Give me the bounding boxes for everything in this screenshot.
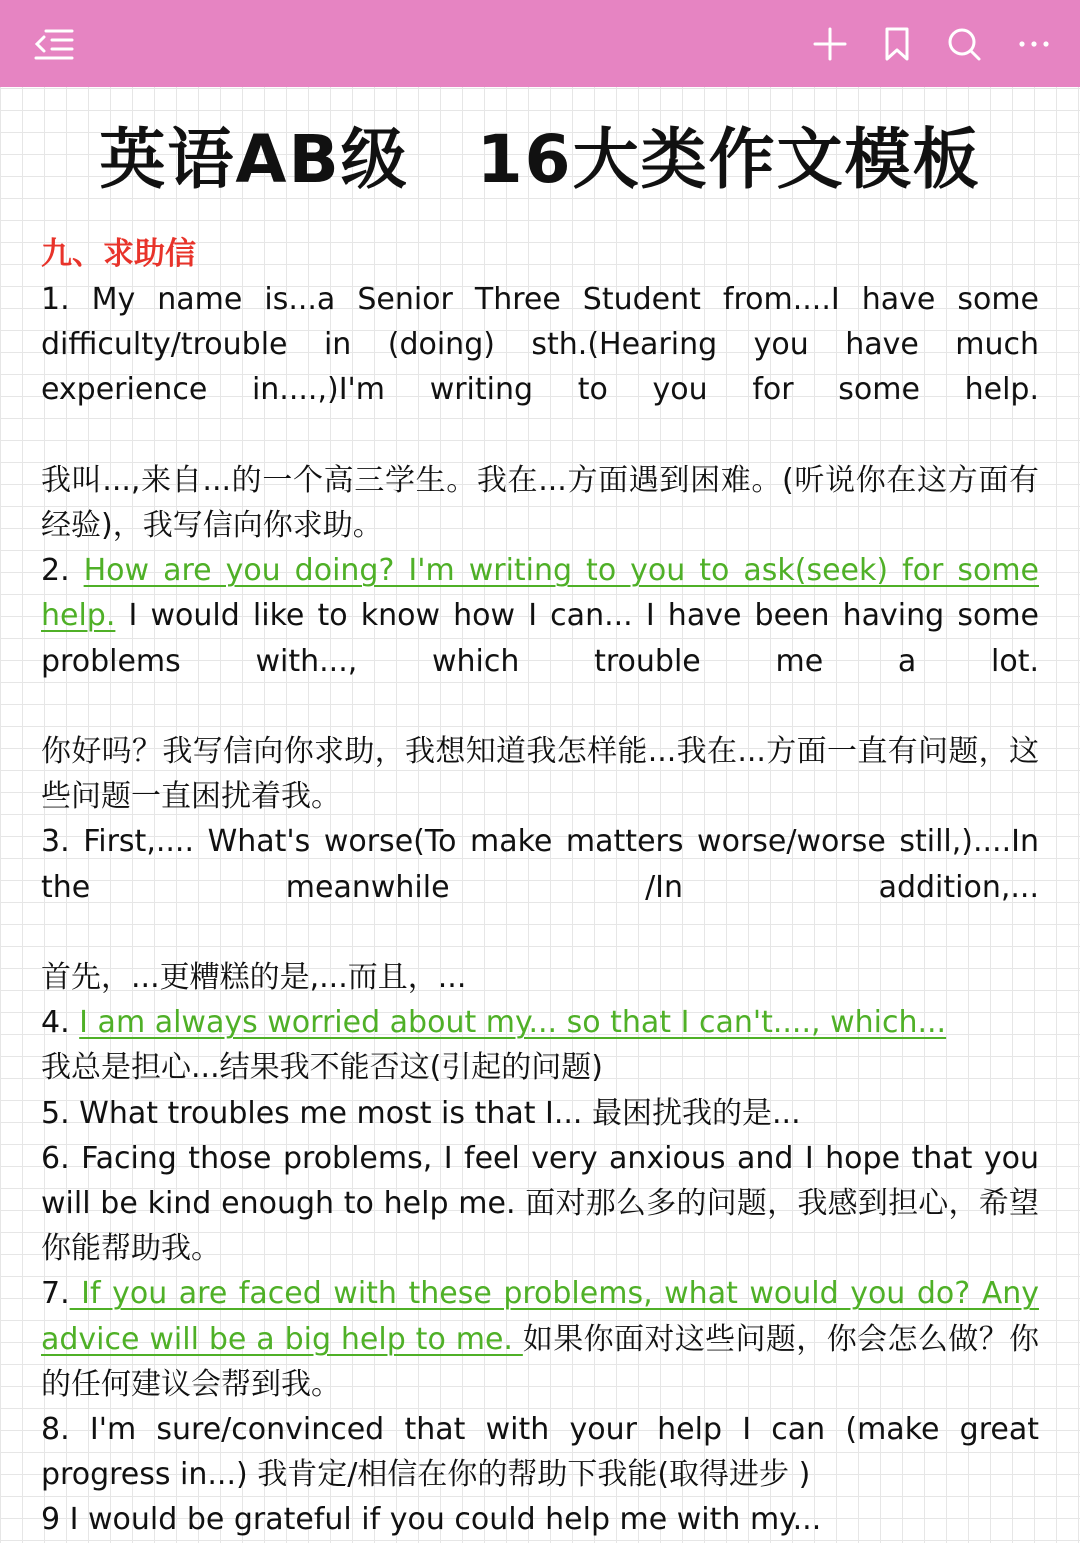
item-7-number: 7. [41,1276,70,1312]
menu-icon[interactable] [32,22,76,66]
item-9: 9 I would be grateful if you could help me with my... [41,1502,822,1538]
top-toolbar [0,0,1080,87]
item-2-chinese: 你好吗？我写信向你求助，我想知道我怎样能...我在...方面一直有问题，这些问题一直困扰着我。 [41,734,1039,815]
item-6: 6. Facing those problems, I feel very anxious and I hope that you will be kind enough to help me. 面对那么多的问题，我感到担心，希望你能帮助我。 [41,1140,1039,1267]
item-4-number: 4. [41,1005,80,1041]
item-3-chinese: 首先，...更糟糕的是,...而且，... [41,960,467,996]
item-4-chinese: 我总是担心...结果我不能否这(引起的问题) [41,1050,604,1086]
section-heading: 九、求助信 [41,236,196,272]
item-4-english [41,1000,1039,1045]
item-2-text: I would like to know how I can... I have been having some problems with..., which trouble me a lot. [41,598,1039,679]
item-5: 5. What troubles me most is that I... 最困扰我的是... [41,1095,801,1131]
item-2-english [41,548,1039,729]
item-2-highlight: How are you doing? I'm writing to you to ask(seek) for some help. [41,553,1039,634]
item-7-chinese: 如果你面对这些问题，你会怎么做？你的任何建议会帮到我。 [41,1321,1039,1402]
page-title: 英语AB级 16大类作文模板 [99,121,981,198]
item-1-english: 1. My name is...a Senior Three Student from....I have some difficulty/trouble in (doing) sth.(Hearing you have much experience in....,)I'm writing to you for some help. [41,282,1039,408]
letter-template-content [41,277,1039,1543]
plus-icon[interactable] [808,22,852,66]
item-8: 8. I'm sure/convinced that with your help I can (make great progress in...) 我肯定/相信在你的帮助下我能(取得进步 ) [41,1412,1039,1493]
item-2-number: 2. [41,553,84,589]
item-3-english: 3. First,.... What's worse(To make matters worse/worse still,)....In the meanwhile /In addition,... [41,824,1039,905]
item-1-chinese: 我叫...,来自...的一个高三学生。我在...方面遇到困难。(听说你在这方面有经验)，我写信向你求助。 [41,462,1039,544]
more-icon[interactable] [1012,22,1056,66]
item-7 [41,1271,1039,1407]
item-7-highlight: If you are faced with these problems, what would you do? Any advice will be a big help to me. [41,1276,1039,1357]
item-4-highlight: I am always worried about my... so that I can't...., which... [79,1005,947,1041]
search-icon[interactable] [942,22,986,66]
bookmark-icon[interactable] [875,22,919,66]
